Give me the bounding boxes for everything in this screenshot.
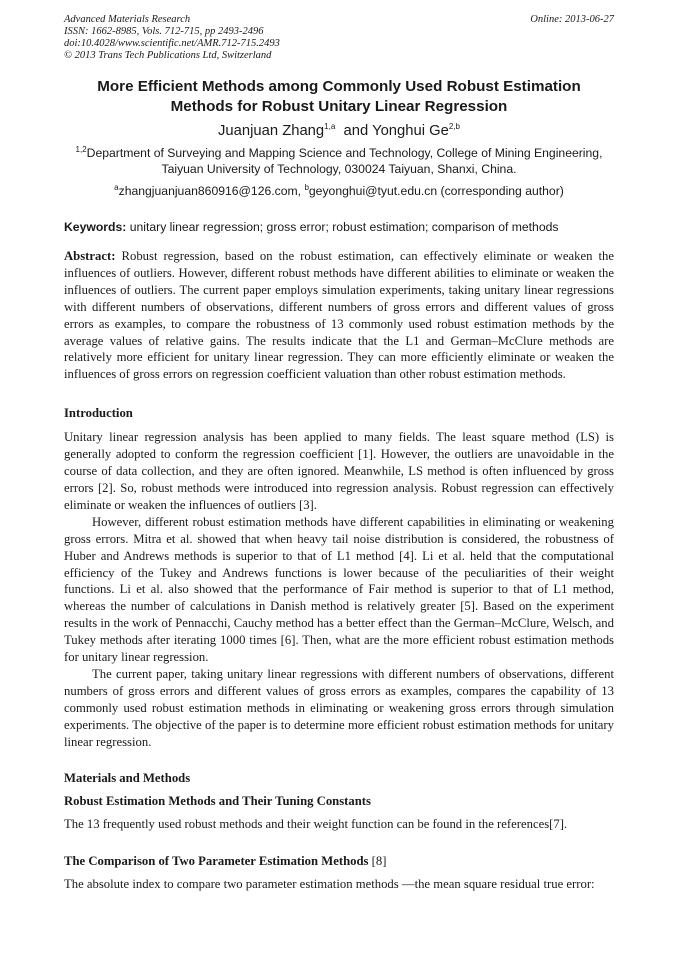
comparison-subheading-text: The Comparison of Two Parameter Estimation Methods: [64, 854, 369, 869]
affiliation: [64, 145, 614, 177]
robust-methods-text: The 13 frequently used robust methods and their weight function can be found in the references[7].: [64, 817, 568, 832]
intro-paragraph-3: The current paper, taking unitary linear regressions with different numbers of observations, different numbers of gross errors and different values of gross errors as examples, compares the capability of 13 commonly used robust estimation methods in eliminating or weakening gross errors through simulation experiments. The objective of the paper is to determine more efficient robust estimation methods for unitary linear regression.: [64, 666, 614, 749]
journal-name: Advanced Materials Research: [64, 14, 191, 25]
author-and: and: [343, 123, 369, 139]
email-a: zhangjuanjuan860916@126.com,: [118, 184, 302, 198]
keywords-text: unitary linear regression; gross error; robust estimation; comparison of methods: [129, 220, 559, 234]
abstract: [64, 248, 614, 383]
doi-line: doi:10.4028/www.scientific.net/AMR.712-715.2493: [64, 38, 280, 49]
author-1-name: Juanjuan Zhang: [218, 123, 325, 139]
intro-paragraph-1: Unitary linear regression analysis has been applied to many fields. The least square method (LS) is generally adopted to conform the regression coefficient [1]. However, the outliers are unavoidable in the course of data collection, and they are often ignored. Meanwhile, LS method is often influenced by gross errors [2]. So, robust methods were introduced into regression analysis. Robust regression can effectively eliminate or weaken the influences of outliers [3].: [64, 430, 614, 512]
online-date: Online: 2013-06-27: [530, 14, 614, 25]
email-b-sup: b: [304, 182, 309, 192]
journal-header: [64, 14, 614, 62]
paper-title: More Efficient Methods among Commonly Used Robust Estimation Methods for Robust Unitary Linear Regression: [97, 78, 581, 115]
author-1-sup: 1,a: [324, 122, 336, 132]
author-2-name: Yonghui Ge: [372, 123, 449, 139]
robust-methods-subheading: Robust Estimation Methods and Their Tuning Constants: [64, 794, 371, 809]
copyright-line: © 2013 Trans Tech Publications Ltd, Switzerland: [64, 50, 272, 61]
keywords: [64, 219, 614, 235]
author-2-sup: 2,b: [448, 122, 460, 132]
comparison-subheading-ref: [8]: [371, 854, 387, 869]
issn-line: ISSN: 1662-8985, Vols. 712-715, pp 2493-2496: [64, 26, 264, 37]
email-line: [64, 183, 614, 199]
author-line: [64, 121, 614, 141]
affiliation-sup: 1,2: [75, 144, 87, 154]
keywords-label: Keywords:: [64, 220, 127, 234]
materials-heading: Materials and Methods: [64, 771, 191, 786]
intro-paragraph-2: However, different robust estimation methods have different capabilities in eliminating or weakening gross errors. Mitra et al. showed that when heavy tail noise distribution is considered, the robustness of Huber and Andrews methods is superior to that of L1 method [4]. Li et al. held that the computational efficiency of the Tukey and Andrews functions is lower because of the peculiarities of their weight functions. Li et al. also showed that the performance of Fair method is superior to that of L1 method, whereas the number of calculations in Danish method is relatively greater [5]. Based on the experiment results in the work of Pennacchi, Cauchy method has a better effect than the German–McClure, Welsch, and Tukey methods after iterating 1000 times [6]. Then, what are the more efficient robust estimation methods for unitary linear regression.: [64, 514, 614, 665]
abstract-label: Abstract:: [64, 249, 116, 263]
introduction-heading: Introduction: [64, 406, 133, 421]
comparison-subheading: [64, 853, 614, 869]
abstract-text: Robust regression, based on the robust estimation, can effectively eliminate or weaken the influences of outliers. However, different robust methods have different abilities to eliminate or weaken the influences of outliers. The current paper employs simulation experiments, taking unitary linear regressions with different numbers of observations, different numbers of gross errors and different values of gross errors as examples, to compare the robustness of 13 commonly used robust estimation methods by the average values of relative gains. The results indicate that the L1 and German–McClure methods are relatively more efficient for unitary linear regression. They can more efficiently eliminate or weaken the influences of gross errors on regression coefficient valuation than other robust estimation methods.: [64, 249, 614, 382]
email-b: geyonghui@tyut.edu.cn (corresponding author): [308, 184, 564, 198]
affiliation-text: Department of Surveying and Mapping Science and Technology, College of Mining Engineering, Taiyuan University of Technology, 030024 Taiyuan, Shanxi, China.: [86, 146, 603, 176]
email-a-sup: a: [114, 182, 119, 192]
comparison-text: The absolute index to compare two parameter estimation methods —the mean square residual true error:: [64, 877, 595, 892]
